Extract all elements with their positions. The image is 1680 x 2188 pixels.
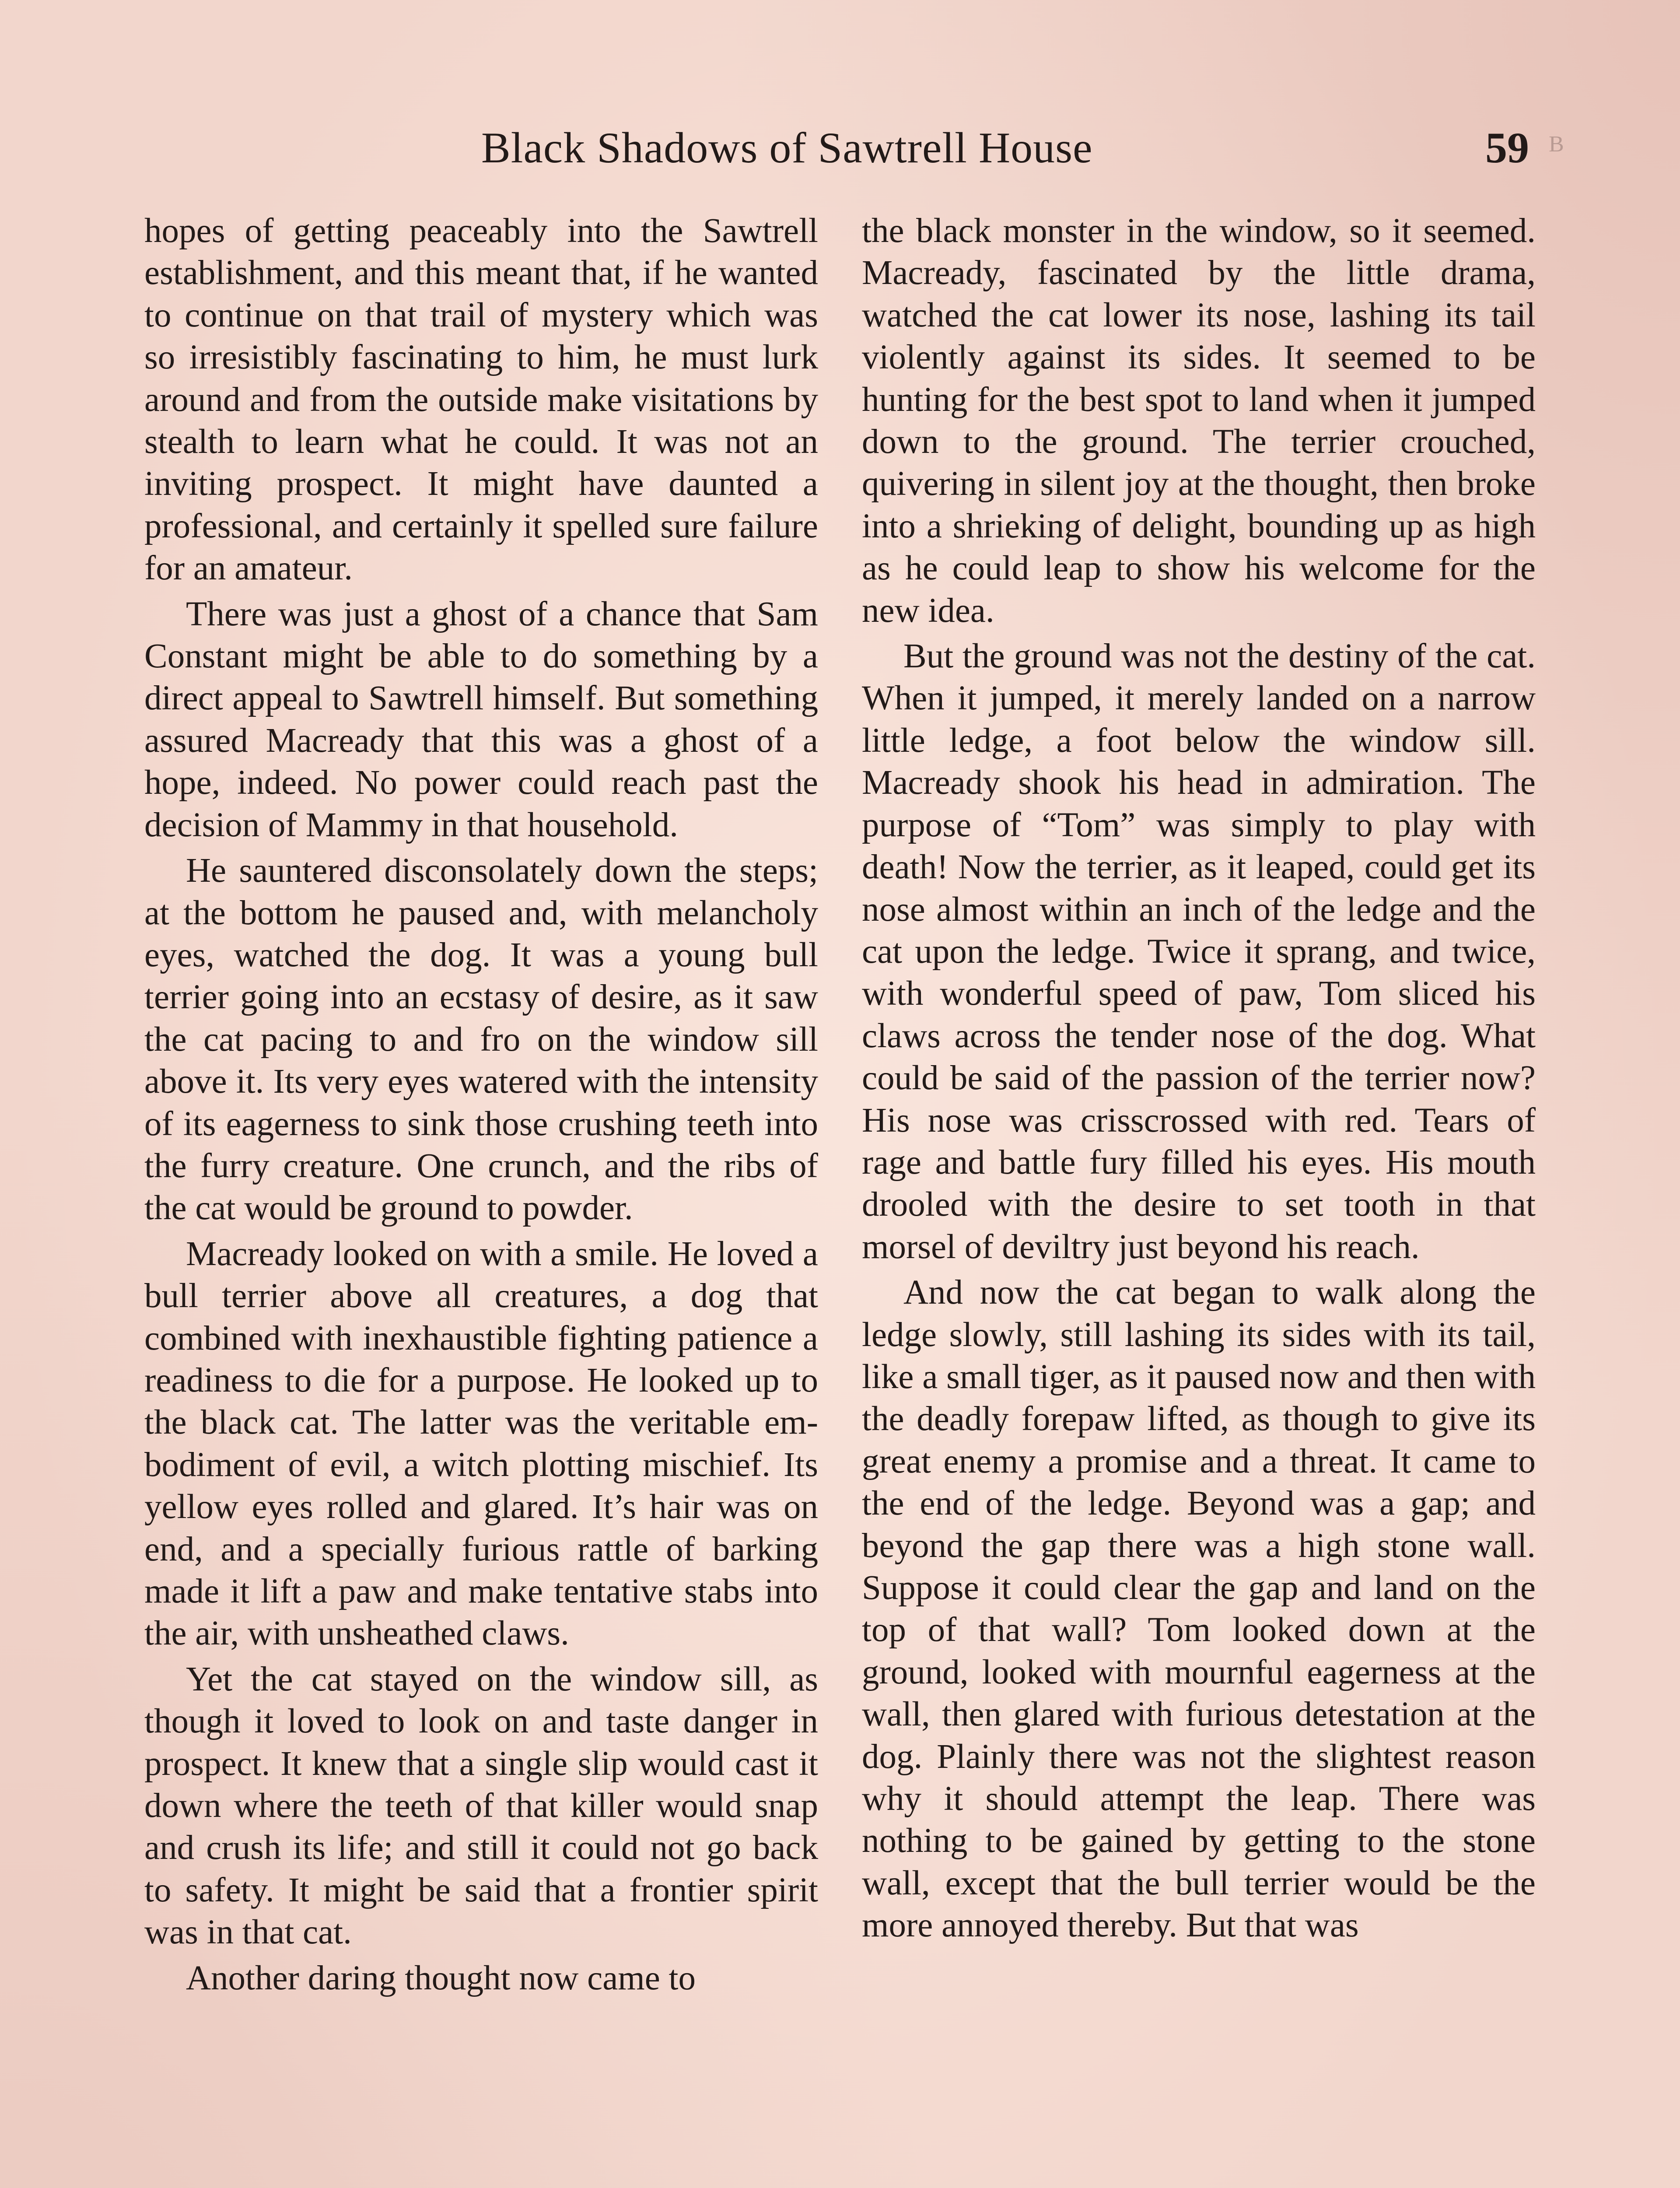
paragraph: Another daring thought now came to	[186, 1959, 696, 1997]
paragraph: There was just a ghost of a chance that Sam Constant might be able to do something by a direct appeal to Sawtrell himself. But something assured Macready that this was a ghost of a hope, indeed. No power could reach past the decision of Mammy in that household.	[144, 595, 818, 844]
paragraph: But the ground was not the destiny of the cat. When it jumped, it merely landed on a narrow little ledge, a foot below the window sill. Macready shook his head in admiration. The purpose of “Tom” was simply to play with death! Now the terrier, as it leaped, could get its nose almost within an inch of the ledge and the cat upon the ledge. Twice it sprang, and twice, with wonderful speed of paw, Tom sliced his claws across the tender nose of the dog. What could be said of the passion of the terrier now? His nose was crisscrossed with red. Tears of rage and battle fury filled his eyes. His mouth drooled with the desire to set tooth in that morsel of deviltry just beyond his reach.	[862, 637, 1536, 1266]
paragraph: Yet the cat stayed on the window sill, as though it loved to look on and taste danger in prospect. It knew that a single slip would cast it down where the teeth of that killer would snap and crush its life; and still it could not go back to safety. It might be said that a frontier spirit was in that cat.	[144, 1660, 818, 1952]
paragraph: He sauntered disconsolately down the steps; at the bottom he paused and, with melancholy eyes, watched the dog. It was a young bull terrier going into an ecstasy of desire, as it saw the cat pacing to and fro on the window sill above it. Its very eyes watered with the intensity of its eagerness to sink those crushing teeth into the furry creature. One crunch, and the ribs of the cat would be ground to powder.	[144, 852, 818, 1227]
left-column	[144, 210, 818, 2188]
paragraph: hopes of getting peaceably into the Sawtrell establishment, and this meant that, if he wanted to continue on that trail of mystery which was so irresistibly fascinating to him, he must lurk around and from the outside make visitations by stealth to learn what he could. It was not an inviting prospect. It might have daunted a professional, and certainly it spelled sure failure for an amateur.	[144, 212, 818, 588]
paragraph: the black monster in the window, so it seemed. Macready, fascinated by the little drama, watched the cat lower its nose, lashing its tail violently against its sides. It seemed to be hunting for the best spot to land when it jumped down to the ground. The terrier crouched, quivering in silent joy at the thought, then broke into a shrieking of delight, bounding up as high as he could leap to show his welcome for the new idea.	[862, 212, 1536, 630]
running-head-title: Black Shadows of Sawtrell House	[481, 123, 1093, 172]
right-column	[862, 210, 1536, 2188]
page-number: 59	[1485, 123, 1529, 172]
margin-mark: B	[1549, 132, 1564, 157]
paragraph: Macready looked on with a smile. He loved a bull terrier above all creatures, a dog that combined with inexhaustible fighting patience a readiness to die for a purpose. He looked up to the black cat. The latter was the veritable embodiment of evil, a witch plotting mischief. Its yellow eyes rolled and glared. It’s hair was on end, and a specially furious rattle of barking made it lift a paw and make tentative stabs into the air, with unsheathed claws.	[144, 1234, 818, 1653]
paragraph: And now the cat began to walk along the ledge slowly, still lashing its sides with its tail, like a small tiger, as it paused now and then with the deadly forepaw lifted, as though to give its great enemy a promise and a threat. It came to the end of the ledge. Beyond was a gap; and beyond the gap there was a high stone wall. Suppose it could clear the gap and land on the top of that wall? Tom looked down at the ground, looked with mournful eagerness at the wall, then glared with furious detestation at the dog. Plainly there was not the slightest reason why it should attempt the leap. There was nothing to be gained by getting to the stone wall, except that the bull terrier would be the more annoyed thereby. But that was	[862, 1273, 1536, 1945]
